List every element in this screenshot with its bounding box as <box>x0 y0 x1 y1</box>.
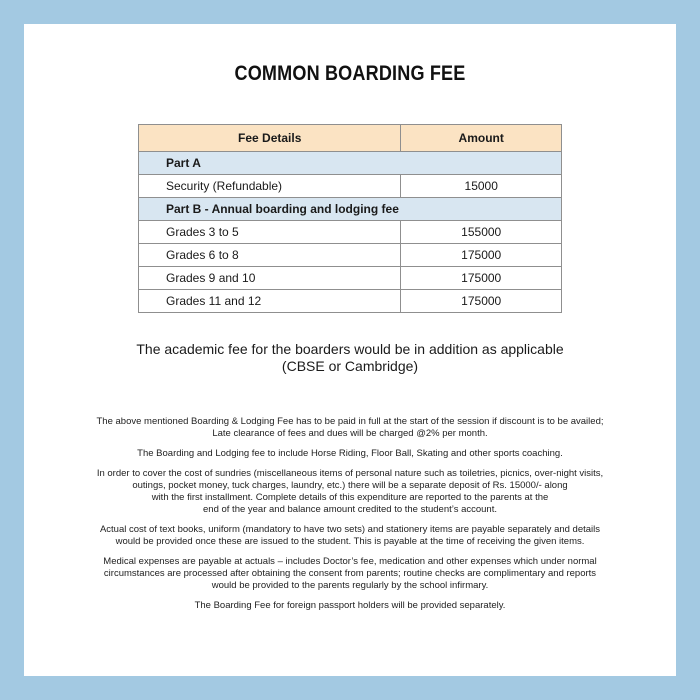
header-amount: Amount <box>401 125 562 152</box>
terms-line: Late clearance of fees and dues will be charged @2% per month. <box>212 428 488 439</box>
fee-name: Grades 6 to 8 <box>139 244 401 267</box>
terms-paragraph <box>84 416 616 440</box>
fee-amount: 15000 <box>401 175 562 198</box>
terms-line: Medical expenses are payable at actuals – includes Doctor’s fee, medication and other expenses which under normal <box>103 556 597 567</box>
header-fee-details: Fee Details <box>139 125 401 152</box>
terms-line: In order to cover the cost of sundries (miscellaneous items of personal nature such as toiletries, picnics, over-night visits, <box>96 468 604 479</box>
fee-amount: 155000 <box>401 221 562 244</box>
terms-paragraph <box>84 468 616 516</box>
table-row <box>139 221 562 244</box>
fee-terms <box>84 416 616 620</box>
section-label: Part B - Annual boarding and lodging fee <box>139 198 562 221</box>
terms-paragraph <box>84 556 616 592</box>
terms-line: The Boarding and Lodging fee to include Horse Riding, Floor Ball, Skating and other sports coaching. <box>137 448 563 459</box>
academic-fee-note <box>24 341 676 375</box>
fee-amount: 175000 <box>401 290 562 313</box>
table-row <box>139 290 562 313</box>
terms-line: Actual cost of text books, uniform (mandatory to have two sets) and stationery items are payable separately and details <box>99 524 601 535</box>
fee-amount: 175000 <box>401 267 562 290</box>
terms-paragraph <box>84 600 616 612</box>
terms-line: would be provided to the parents regularly by the school infirmary. <box>211 580 489 591</box>
table-row <box>139 175 562 198</box>
terms-line: The Boarding Fee for foreign passport holders will be provided separately. <box>194 600 506 611</box>
fee-name: Grades 9 and 10 <box>139 267 401 290</box>
table-row <box>139 244 562 267</box>
terms-line: would be provided once these are issued to the student. This is payable at the time of receiving the given items. <box>115 536 585 547</box>
terms-line: outings, pocket money, tuck charges, laundry, etc.) there will be a separate deposit of Rs. 15000/- along <box>132 480 568 491</box>
terms-line: circumstances are processed after obtaining the consent from parents; routine checks are complimentary and reports <box>103 568 597 579</box>
terms-paragraph <box>84 524 616 548</box>
page-title: COMMON BOARDING FEE <box>234 62 466 85</box>
terms-line: with the first installment. Complete details of this expenditure are reported to the parents at the <box>151 492 549 503</box>
fee-name: Grades 3 to 5 <box>139 221 401 244</box>
fee-table <box>138 124 562 313</box>
terms-line: end of the year and balance amount credited to the student’s account. <box>203 504 497 515</box>
terms-line: The above mentioned Boarding & Lodging Fee has to be paid in full at the start of the session if discount is to be availed; <box>96 416 604 427</box>
section-label: Part A <box>139 152 562 175</box>
terms-paragraph <box>84 448 616 460</box>
fee-name: Grades 11 and 12 <box>139 290 401 313</box>
section-row-part-a <box>139 152 562 175</box>
table-header-row <box>139 125 562 152</box>
table-row <box>139 267 562 290</box>
section-row-part-b <box>139 198 562 221</box>
note-line: The academic fee for the boarders would be in addition as applicable <box>136 341 564 357</box>
fee-amount: 175000 <box>401 244 562 267</box>
fee-card <box>24 24 676 676</box>
note-line: (CBSE or Cambridge) <box>281 358 419 374</box>
fee-name: Security (Refundable) <box>139 175 401 198</box>
